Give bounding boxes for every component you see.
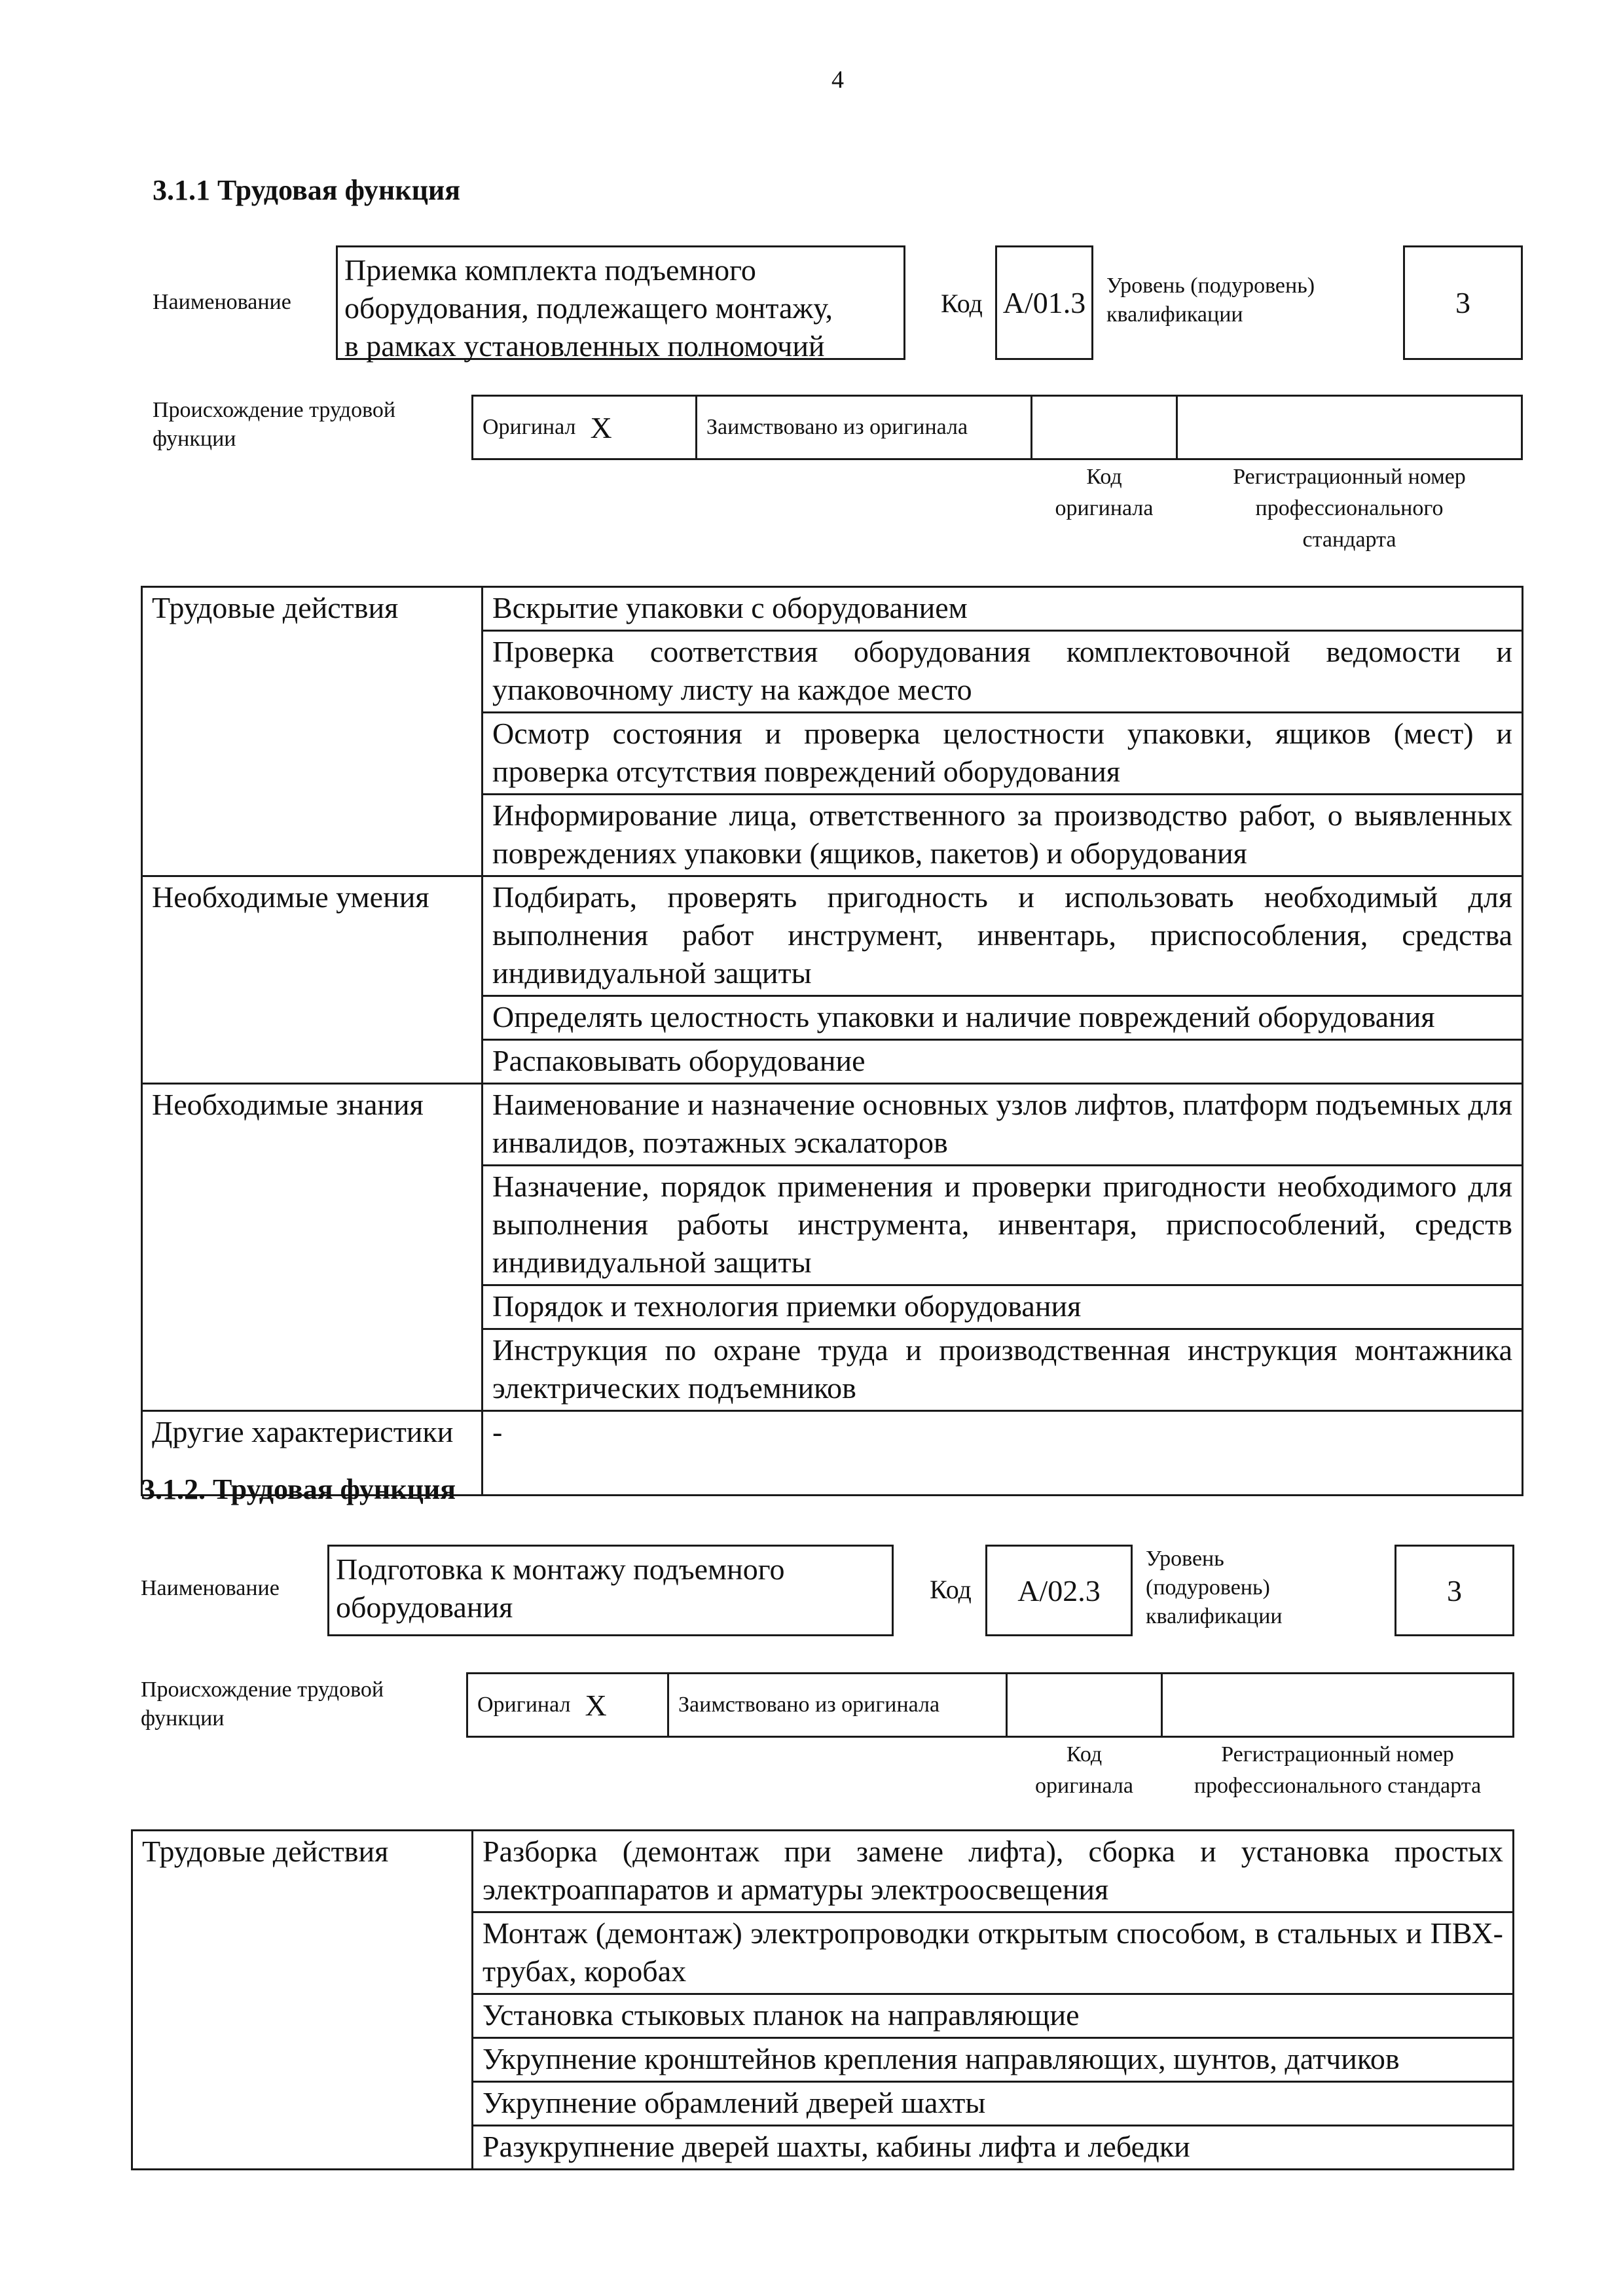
row-item: Порядок и технология приемки оборудования — [483, 1285, 1523, 1329]
registration-number-caption: Регистрационный номер профессионального стандарта — [1194, 1742, 1482, 1798]
requirements-table-3-1-2 — [131, 1829, 1514, 2170]
function-name-line: в рамках установленных полномочий — [344, 329, 825, 363]
level-label: Уровень (подуровень) квалификации — [1106, 274, 1315, 327]
function-name-box — [327, 1545, 894, 1636]
code-label: Код — [930, 1575, 972, 1604]
origin-borrowed-label: Заимствовано из оригинала — [706, 415, 968, 439]
row-item: Инструкция по охране труда и производственная инструкция монтажника электрических подъемников — [483, 1329, 1523, 1411]
origin-original-cell — [471, 395, 697, 460]
function-code-box — [995, 245, 1093, 360]
table-row — [132, 1831, 1514, 1912]
row-item: Установка стыковых планок на направляющие — [473, 1994, 1514, 2038]
row-item: Назначение, порядок применения и проверки пригодности необходимого для выполнения работы инструмента, инвентаря, приспособлений, средств индивидуальной защиты — [483, 1166, 1523, 1285]
registration-number-cell — [1161, 1672, 1514, 1738]
level-label: Уровень (подуровень) квалификации — [1146, 1547, 1283, 1628]
row-category: Трудовые действия — [132, 1831, 473, 2170]
row-item: Определять целостность упаковки и наличие повреждений оборудования — [483, 996, 1523, 1040]
origin-label: Происхождение трудовой функции — [153, 398, 396, 451]
row-item: Разукрупнение дверей шахты, кабины лифта и лебедки — [473, 2126, 1514, 2170]
function-code: А/01.3 — [1002, 286, 1086, 319]
table-row — [142, 587, 1523, 631]
name-label: Наименование — [153, 290, 291, 314]
origin-mark: X — [590, 410, 612, 444]
qualification-level: 3 — [1455, 286, 1470, 319]
row-item: Информирование лица, ответственного за производство работ, о выявленных повреждениях упаковки (ящиков, пакетов) и оборудования — [483, 795, 1523, 876]
row-item: Вскрытие упаковки с оборудованием — [483, 587, 1523, 631]
origin-borrowed-label: Заимствовано из оригинала — [678, 1693, 940, 1717]
row-category: Трудовые действия — [142, 587, 483, 876]
page-number: 4 — [831, 66, 844, 94]
row-item: - — [483, 1411, 1523, 1496]
row-category: Необходимые умения — [142, 876, 483, 1084]
row-category: Необходимые знания — [142, 1084, 483, 1411]
original-code-cell — [1030, 395, 1178, 460]
row-item: Осмотр состояния и проверка целостности упаковки, ящиков (мест) и проверка отсутствия повреждений оборудования — [483, 713, 1523, 795]
origin-borrowed-cell — [667, 1672, 1008, 1738]
row-item: Распаковывать оборудование — [483, 1040, 1523, 1084]
registration-number-cell — [1176, 395, 1523, 460]
original-code-cell — [1006, 1672, 1163, 1738]
code-label: Код — [941, 289, 983, 318]
origin-borrowed-cell — [695, 395, 1032, 460]
qualification-level: 3 — [1447, 1573, 1462, 1607]
row-item: Укрупнение кронштейнов крепления направляющих, шунтов, датчиков — [473, 2038, 1514, 2082]
origin-label: Происхождение трудовой функции — [141, 1677, 384, 1731]
row-category: Другие характеристики — [142, 1411, 483, 1496]
original-code-caption: Код оригинала — [1055, 465, 1154, 520]
row-item: Подбирать, проверять пригодность и использовать необходимый для выполнения работ инструмент, инвентарь, приспособления, средства индивидуальной защиты — [483, 876, 1523, 996]
function-name-box — [336, 245, 905, 363]
row-item: Разборка (демонтаж при замене лифта), сборка и установка простых электроаппаратов и арматуры электроосвещения — [473, 1831, 1514, 1912]
section-title-3-1-1: 3.1.1 Трудовая функция — [153, 174, 461, 206]
function-code: А/02.3 — [1017, 1573, 1101, 1607]
row-item: Монтаж (демонтаж) электропроводки открытым способом, в стальных и ПВХ-трубах, коробах — [473, 1912, 1514, 1994]
name-label: Наименование — [141, 1576, 280, 1600]
function-name-line: оборудования, подлежащего монтажу, — [344, 291, 833, 325]
function-code-box — [985, 1545, 1133, 1636]
origin-mark: X — [585, 1688, 607, 1722]
qualification-level-box — [1395, 1545, 1514, 1636]
function-name-line: Приемка комплекта подъемного — [344, 253, 756, 287]
origin-original-cell — [466, 1672, 669, 1738]
origin-original-label: Оригинал — [483, 415, 576, 439]
function-name-line: оборудования — [336, 1590, 513, 1624]
qualification-level-box — [1403, 245, 1523, 360]
row-item: Укрупнение обрамлений дверей шахты — [473, 2082, 1514, 2126]
row-item: Проверка соответствия оборудования комплектовочной ведомости и упаковочному листу на каждое место — [483, 631, 1523, 713]
section-title-3-1-2: 3.1.2. Трудовая функция — [141, 1473, 456, 1505]
function-name-line: Подготовка к монтажу подъемного — [336, 1552, 785, 1586]
row-item: Наименование и назначение основных узлов лифтов, платформ подъемных для инвалидов, поэтажных эскалаторов — [483, 1084, 1523, 1166]
table-row — [142, 1084, 1523, 1166]
origin-original-label: Оригинал — [477, 1693, 571, 1717]
requirements-table-3-1-1 — [141, 586, 1523, 1496]
original-code-caption: Код оригинала — [1035, 1742, 1133, 1798]
registration-number-caption: Регистрационный номер профессионального стандарта — [1233, 465, 1466, 552]
table-row — [142, 876, 1523, 996]
